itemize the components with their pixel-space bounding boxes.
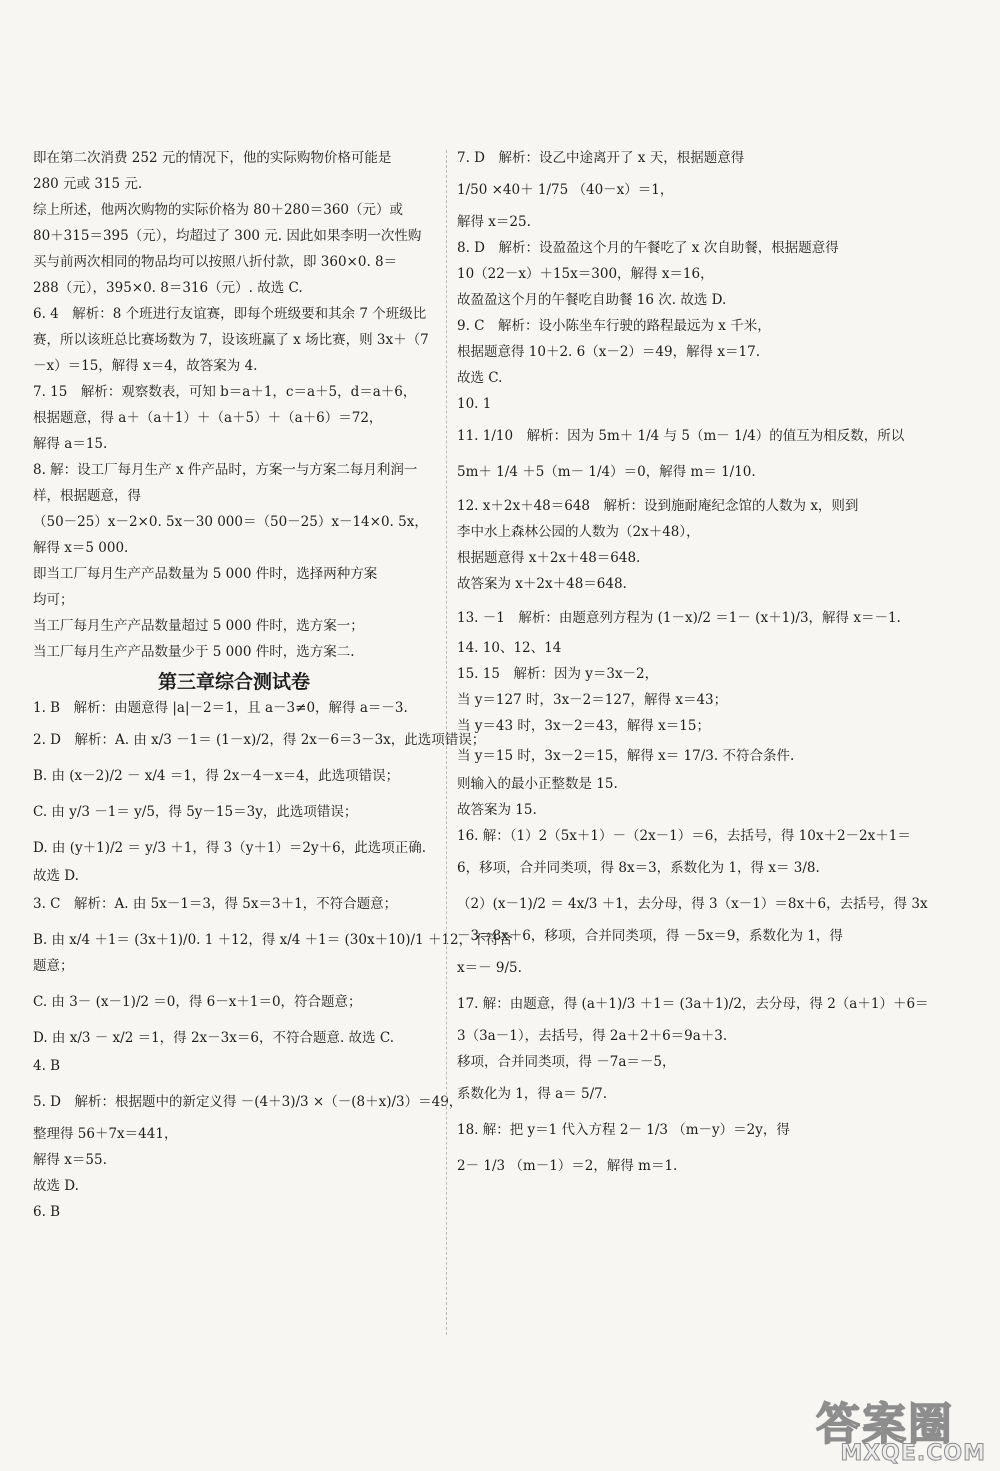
text-line: 解得 x＝25.	[457, 214, 531, 230]
text-line: 故选 C.	[457, 370, 503, 386]
right-column	[457, 148, 929, 1176]
text-line: 9. C 解析：设小陈坐车行驶的路程最远为 x 千米，	[457, 318, 771, 334]
text-line: 故选 D.	[33, 868, 79, 884]
watermark	[806, 1388, 986, 1466]
text-line: 根据题意得 10＋2. 6（x－2）＝49，解得 x＝17.	[457, 344, 760, 360]
text-line: 5. D 解析：根据题中的新定义得 －(4＋3)/3 ×（－(8＋x)/3）＝49，	[33, 1094, 463, 1110]
text-line: 17. 解：由题意，得 (a＋1)/3 ＋1＝ (3a＋1)/2，去分母，得 2（a＋1）＋6＝	[457, 996, 929, 1012]
text-line: 解得 x＝5 000.	[33, 540, 129, 556]
text-line: 赛，所以该班总比赛场数为 7，设该班赢了 x 场比赛，则 3x＋（7	[33, 332, 429, 348]
text-line: D. 由 (y＋1)/2 ＝ y/3 ＋1，得 3（y＋1）＝2y＋6，此选项正确.	[33, 840, 427, 856]
text-line: 15. 15 解析：因为 y＝3x－2，	[457, 666, 659, 682]
text-line: 3（3a－1），去括号，得 2a＋2＋6＝9a＋3.	[457, 1028, 728, 1044]
text-line: 14. 10、12、14	[457, 640, 562, 656]
column-divider	[446, 150, 447, 1335]
text-line: 题意；	[33, 958, 74, 974]
text-line: 7. D 解析：设乙中途离开了 x 天，根据题意得	[457, 150, 745, 166]
text-line: 即在第二次消费 252 元的情况下，他的实际购物价格可能是	[33, 150, 392, 166]
text-line: 解得 a＝15.	[33, 436, 108, 452]
text-line: 均可；	[33, 592, 74, 608]
text-line: 样，根据题意，得	[33, 488, 141, 504]
text-line: 当 y＝127 时，3x－2＝127，解得 x＝43；	[457, 692, 728, 708]
watermark-site: MXQE.COM	[840, 1441, 986, 1466]
text-line: B. 由 (x－2)/2 － x/4 ＝1，得 2x－4－x＝4，此选项错误；	[33, 768, 400, 784]
text-line: 280 元或 315 元.	[33, 176, 143, 192]
text-line: 即当工厂每月生产产品数量为 5 000 件时，选择两种方案	[33, 566, 378, 582]
text-line: 根据题意得 x＋2x＋48＝648.	[457, 550, 641, 566]
text-line: C. 由 y/3 －1＝ y/5，得 5y－15＝3y，此选项错误；	[33, 804, 358, 820]
text-line: C. 由 3－ (x－1)/2 ＝0，得 6－x＋1＝0，符合题意；	[33, 994, 362, 1010]
text-line: 则输入的最小正整数是 15.	[457, 776, 618, 792]
text-line: 当 y＝43 时，3x－2＝43，解得 x＝15；	[457, 718, 710, 734]
text-line: 8. D 解析：设盈盈这个月的午餐吃了 x 次自助餐，根据题意得	[457, 240, 839, 256]
text-line: 故答案为 15.	[457, 802, 537, 818]
text-line: 16. 解：（1）2（5x＋1）－（2x－1）＝6，去括号，得 10x＋2－2x＋1＝	[457, 828, 911, 844]
text-line: －x）＝15，解得 x＝4，故答案为 4.	[33, 358, 258, 374]
text-line: 12. x＋2x＋48＝648 解析：设到施耐庵纪念馆的人数为 x，则到	[457, 498, 859, 514]
text-line: 系数化为 1，得 a＝ 5/7.	[457, 1086, 608, 1102]
text-line: 解得 x＝55.	[33, 1152, 107, 1168]
text-line: 李中水上森林公园的人数为（2x＋48），	[457, 524, 700, 540]
text-line: （2）(x－1)/2 ＝ 4x/3 ＋1，去分母，得 3（x－1）＝8x＋6，去括号，得 3x	[457, 896, 928, 912]
text-line: 2－ 1/3 （m－1）＝2，解得 m＝1.	[457, 1158, 678, 1174]
text-line: 8. 解：设工厂每月生产 x 件产品时，方案一与方案二每月利润一	[33, 462, 418, 478]
text-line: 当工厂每月生产产品数量超过 5 000 件时，选方案一；	[33, 618, 364, 634]
text-line: 6. B	[33, 1204, 61, 1220]
text-line: 11. 1/10 解析：因为 5m＋ 1/4 与 5（m－ 1/4）的值互为相反数，所以	[457, 428, 905, 444]
text-line: 1/50 ×40＋ 1/75 （40－x）＝1，	[457, 182, 674, 198]
text-line: 80＋315＝395（元），均超过了 300 元. 因此如果李明一次性购	[33, 228, 422, 244]
text-line: 移项，合并同类项，得 －7a＝－5，	[457, 1054, 676, 1070]
text-line: 13. －1 解析：由题意列方程为 (1－x)/2 ＝1－ (x＋1)/3，解得 x＝－1.	[457, 610, 901, 626]
text-line: 故答案为 x＋2x＋48＝648.	[457, 576, 627, 592]
text-line: 288（元），395×0. 8＝316（元）. 故选 C.	[33, 280, 303, 296]
text-line: 买与前两次相同的物品均可以按照八折付款，即 360×0. 8＝	[33, 254, 398, 270]
text-line: 当 y＝15 时，3x－2＝15，解得 x＝ 17/3. 不符合条件.	[457, 748, 795, 764]
text-line: －3＝8x＋6，移项，合并同类项，得 －5x＝9，系数化为 1，得	[457, 928, 843, 944]
text-line: B. 由 x/4 ＋1＝ (3x＋1)/0. 1 ＋12，得 x/4 ＋1＝ (30x＋10)/1 ＋12，不符合	[33, 932, 513, 948]
watermark-logo: 答案圈	[816, 1399, 954, 1450]
text-line: 4. B	[33, 1058, 61, 1074]
text-line: 18. 解：把 y＝1 代入方程 2－ 1/3 （m－y）＝2y，得	[457, 1122, 790, 1138]
text-line: 综上所述，他两次购物的实际价格为 80＋280＝360（元）或	[33, 202, 404, 218]
text-line: D. 由 x/3 － x/2 ＝1，得 2x－3x＝6，不符合题意. 故选 C.	[33, 1030, 394, 1046]
text-line: 5m＋ 1/4 ＋5（m－ 1/4）＝0，解得 m＝ 1/10.	[457, 464, 756, 480]
section-title: 第三章综合测试卷	[157, 671, 310, 693]
text-line: x＝－ 9/5.	[457, 960, 522, 976]
text-line: 故盈盈这个月的午餐吃自助餐 16 次. 故选 D.	[457, 292, 727, 308]
text-line: 当工厂每月生产产品数量少于 5 000 件时，选方案二.	[33, 644, 355, 660]
text-line: （50－25）x－2×0. 5x－30 000＝（50－25）x－14×0. 5x，	[33, 514, 428, 530]
text-line: 3. C 解析：A. 由 5x－1＝3，得 5x＝3＋1，不符合题意；	[33, 896, 398, 912]
text-line: 10（22－x）＋15x＝300，解得 x＝16，	[457, 266, 714, 282]
text-line: 6，移项，合并同类项，得 8x＝3，系数化为 1，得 x＝ 3/8.	[457, 860, 820, 876]
text-line: 6. 4 解析：8 个班进行友谊赛，即每个班级要和其余 7 个班级比	[33, 306, 427, 322]
text-line: 故选 D.	[33, 1178, 79, 1194]
text-line: 根据题意，得 a＋（a＋1）＋（a＋5）＋（a＋6）＝72，	[33, 410, 383, 426]
text-line: 1. B 解析：由题意得 |a|－2＝1，且 a－3≠0，解得 a＝－3.	[33, 700, 408, 716]
text-line: 10. 1	[457, 396, 492, 412]
text-line: 2. D 解析：A. 由 x/3 －1＝ (1－x)/2，得 2x－6＝3－3x，此选项错误；	[33, 732, 486, 748]
text-line: 整理得 56＋7x＝441，	[33, 1126, 178, 1142]
text-line: 7. 15 解析：观察数表，可知 b＝a＋1，c＝a＋5，d＝a＋6，	[33, 384, 417, 400]
